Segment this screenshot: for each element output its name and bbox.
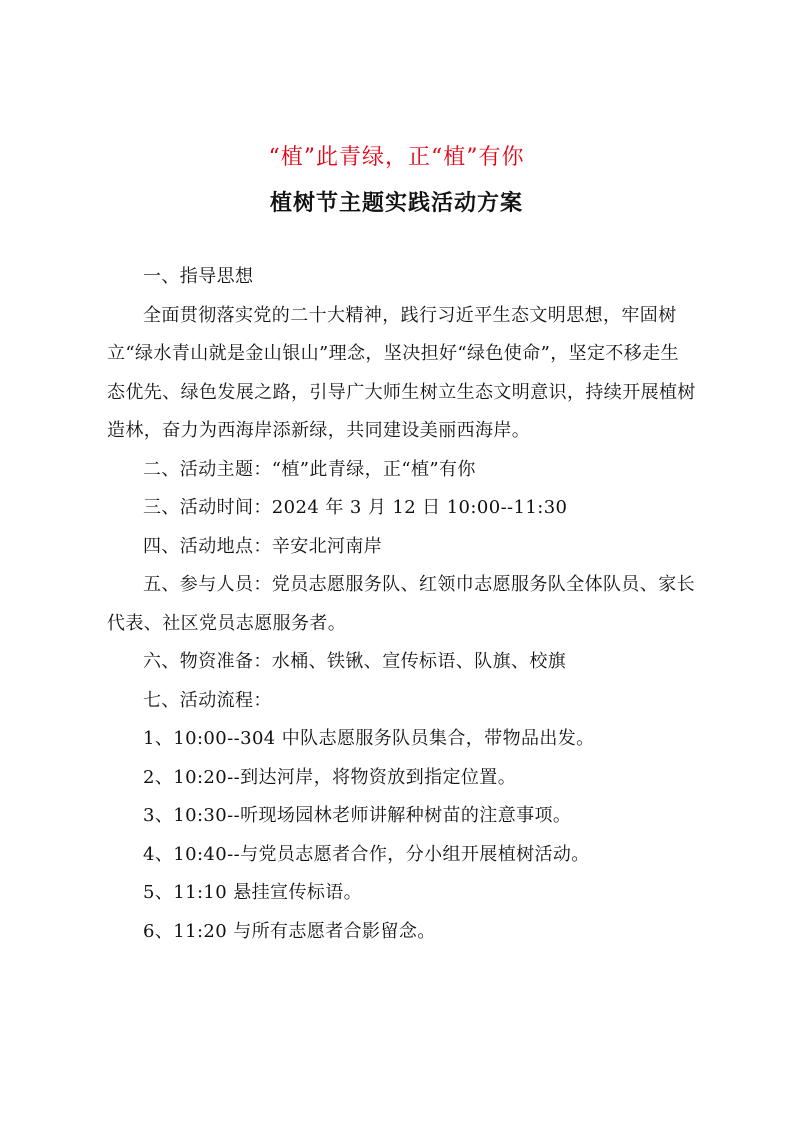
document-body [107, 258, 697, 951]
document-title-sub: 植树节主题实践活动方案 [269, 190, 523, 216]
process-step-4: 4、10:40--与党员志愿者合作，分小组开展植树活动。 [143, 843, 590, 865]
document-title-main: “植”此青绿，正“植”有你 [268, 145, 525, 170]
process-step-2: 2、10:20--到达河岸，将物资放到指定位置。 [143, 766, 517, 788]
process-step-1: 1、10:00--304 中队志愿服务队员集合，带物品出发。 [143, 728, 595, 749]
section-materials: 六、物资准备：水桶、铁锹、宣传标语、队旗、校旗 [143, 651, 567, 672]
process-step-3: 3、10:30--听现场园林老师讲解种树苗的注意事项。 [143, 805, 572, 826]
section-activity-theme: 二、活动主题：“植”此青绿，正“植”有你 [143, 458, 476, 480]
section-activity-time: 三、活动时间：2024 年 3 月 12 日 10:00--11:30 [143, 497, 568, 518]
section-activity-process: 七、活动流程： [143, 689, 272, 711]
process-step-5: 5、11:10 悬挂宣传标语。 [143, 882, 363, 903]
section-heading-guiding-ideology: 一、指导思想 [143, 266, 254, 287]
paragraph-guiding-ideology: 全面贯彻落实党的二十大精神，践行习近平生态文明思想，牢固树立“绿水青山就是金山银山”理念，坚决担好“绿色使命”，坚定不移走生态优先、绿色发展之路，引导广大师生树立生态文明意识，持续开展植树造林，奋力为西海岸添新绿，共同建设美丽西海岸。 [107, 304, 696, 441]
process-step-6: 6、11:20 与所有志愿者合影留念。 [143, 920, 436, 942]
section-activity-location: 四、活动地点：辛安北河南岸 [143, 535, 383, 557]
section-participants: 五、参与人员：党员志愿服务队、红领巾志愿服务队全体队员、家长代表、社区党员志愿服务者。 [107, 574, 695, 634]
